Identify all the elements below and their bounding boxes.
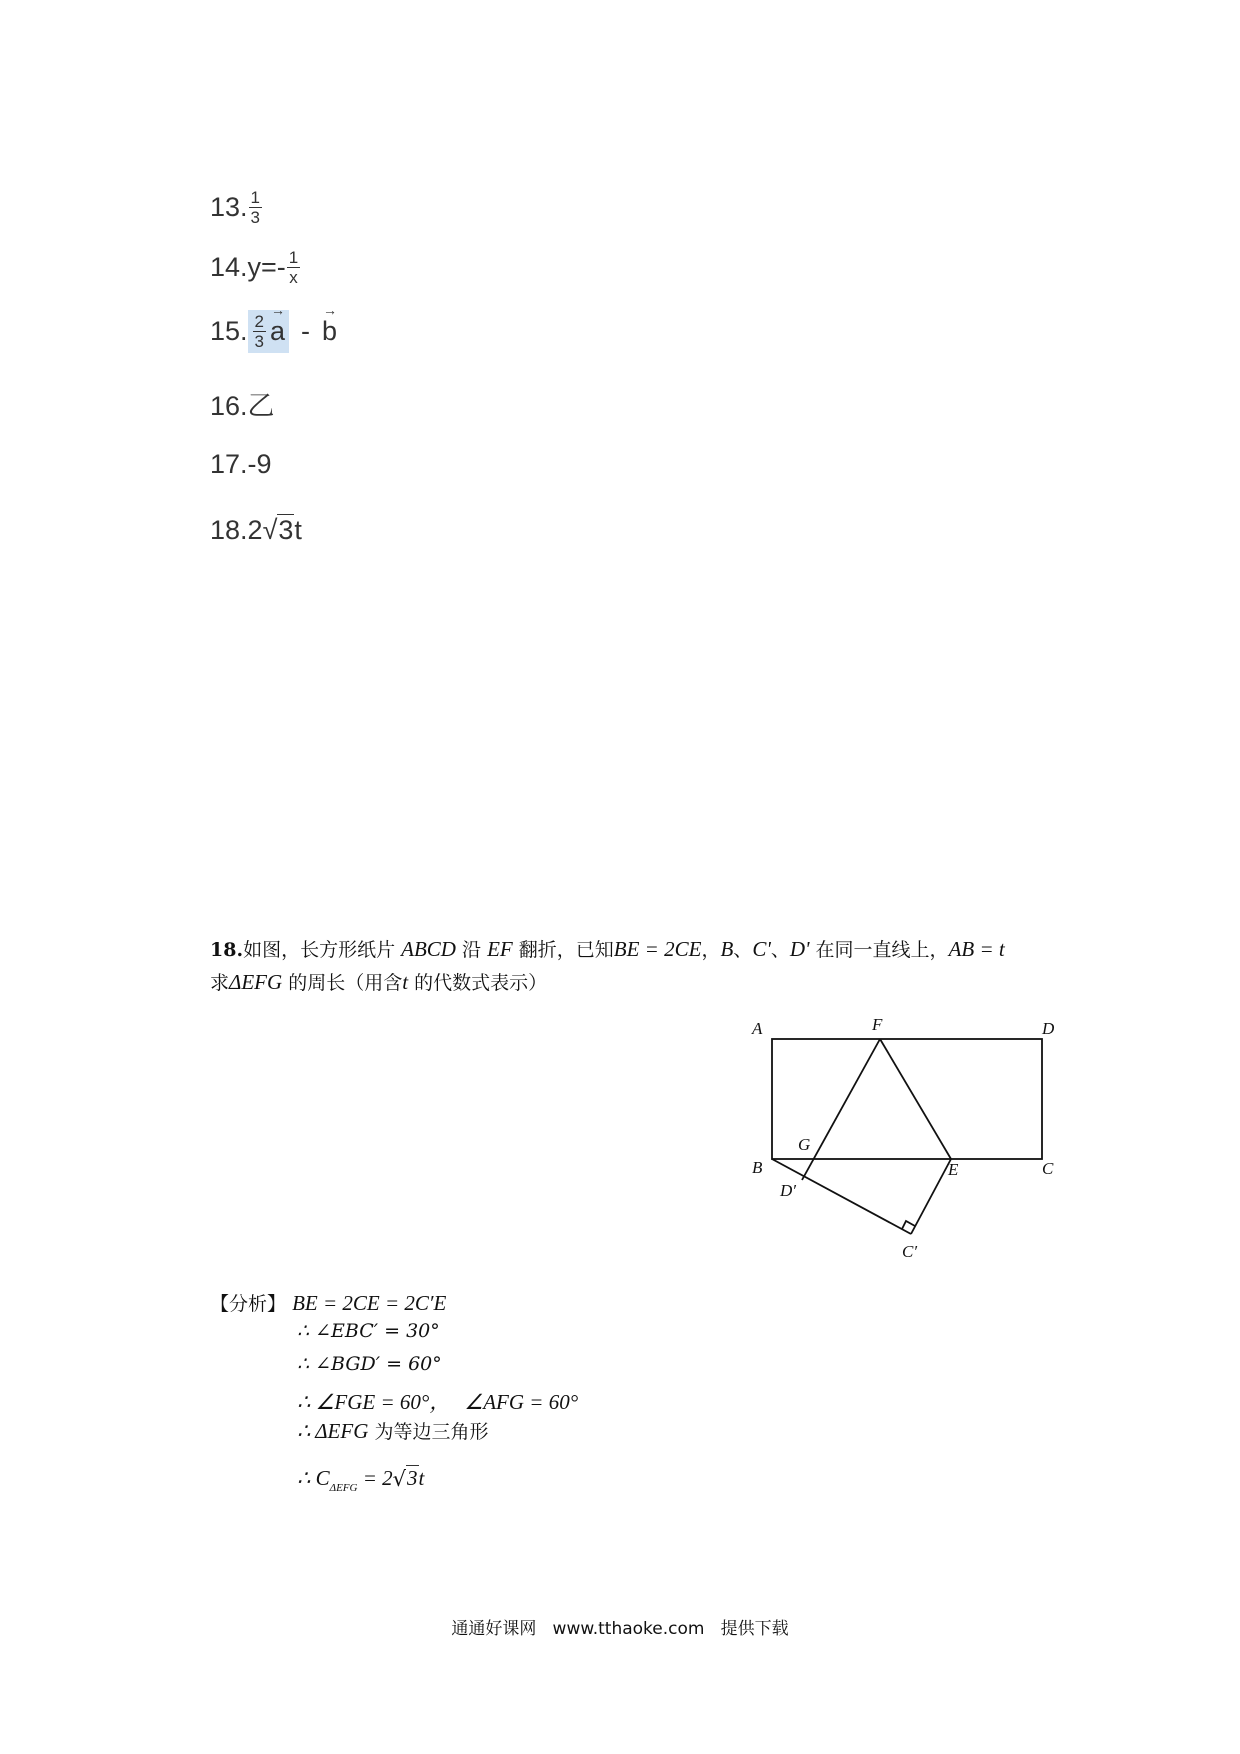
math-b: B: [720, 937, 734, 961]
rectangle-abcd: [772, 1039, 1042, 1159]
math-t: t: [402, 970, 409, 994]
label-e: E: [948, 1160, 959, 1179]
radical-sign: √: [392, 1467, 407, 1491]
analysis-eq: ∴ ΔEFG: [297, 1419, 369, 1443]
fraction-numerator: 1: [250, 188, 261, 207]
problem-text: 翻折，已知: [518, 939, 614, 961]
problem-text: 的代数式表示）: [414, 972, 548, 994]
analysis-eq: BE = 2CE = 2C′E: [292, 1291, 447, 1315]
answer-18-prefix: 18.2: [210, 514, 263, 545]
radical-sign: √: [262, 515, 278, 545]
problem-text: 如图，长方形纸片: [243, 939, 396, 961]
analysis-line-2: ∴ ∠EBC′ = 30°: [297, 1320, 440, 1342]
analysis-line-6: [297, 1465, 425, 1494]
math-abcd: ABCD: [401, 937, 456, 961]
segment-ec1: [911, 1159, 951, 1234]
math-ab-eq: AB = t: [948, 937, 1005, 961]
problem-text: 沿: [462, 939, 482, 961]
analysis-line-4: [297, 1386, 578, 1416]
math-d1: D': [789, 937, 810, 961]
footer-text: 通通好课网 www.tthaoke.com 提供下载: [451, 1619, 789, 1639]
label-c-prime: C′: [902, 1242, 918, 1261]
answer-15-minus: -: [301, 316, 311, 346]
math-be-eq: BE = 2CE: [613, 937, 702, 961]
analysis-subscript: ΔEFG: [329, 1482, 358, 1494]
math-ef: EF: [487, 937, 513, 961]
right-angle-mark: [902, 1221, 915, 1229]
answer-15-number: 15.: [210, 316, 248, 346]
answer-17: 17.-9: [210, 449, 272, 479]
analysis-eq: = 2: [357, 1466, 393, 1490]
analysis-eq: ∴ ∠FGE = 60°，: [297, 1390, 451, 1414]
fraction-denominator: x: [289, 268, 298, 287]
answer-18-suffix: t: [294, 514, 302, 545]
label-b: B: [752, 1158, 763, 1177]
vector-b: → b: [322, 316, 337, 347]
label-d: D: [1042, 1019, 1055, 1038]
analysis-text: 为等边三角形: [374, 1421, 489, 1443]
fraction-denominator: 3: [250, 208, 261, 227]
fraction-denominator: 3: [254, 332, 265, 351]
label-d-prime: D′: [780, 1181, 796, 1200]
problem-text: ，: [701, 939, 721, 961]
analysis-tag: 【分析】: [210, 1293, 287, 1315]
analysis-line-5: [297, 1417, 488, 1444]
label-a: A: [752, 1019, 763, 1038]
analysis-line-3: ∴ ∠BGD′ = 60°: [297, 1353, 442, 1375]
analysis-eq: ∠AFG = 60°: [464, 1390, 579, 1414]
fraction-numerator: 1: [288, 248, 299, 267]
analysis-line-1: [210, 1289, 446, 1316]
problem-text: 的周长（用含: [288, 972, 403, 994]
analysis-sqrt: [393, 1465, 419, 1491]
analysis-eq: ∴ C: [297, 1466, 330, 1490]
problem-text: 、: [770, 939, 790, 961]
analysis-eq: t: [418, 1466, 425, 1490]
problem-text: 在同一直线上，: [815, 939, 949, 961]
answer-13-number: 13.: [210, 192, 248, 222]
label-c: C: [1042, 1159, 1054, 1178]
fraction-numerator: 2: [254, 312, 265, 331]
radicand: 3: [407, 1466, 418, 1490]
answer-16: 16.乙: [210, 391, 275, 421]
problem-number: 18.: [210, 939, 244, 961]
label-f: F: [872, 1015, 883, 1034]
radicand: 3: [278, 515, 294, 545]
math-c1: C': [752, 937, 771, 961]
problem-text: 求: [210, 972, 230, 994]
math-efg: ΔEFG: [229, 970, 283, 994]
problem-text: 、: [733, 939, 753, 961]
segment-fe: [880, 1039, 951, 1159]
label-g: G: [798, 1135, 811, 1154]
vector-a: → a: [270, 316, 285, 347]
answer-14-prefix: 14.y=-: [210, 252, 286, 282]
